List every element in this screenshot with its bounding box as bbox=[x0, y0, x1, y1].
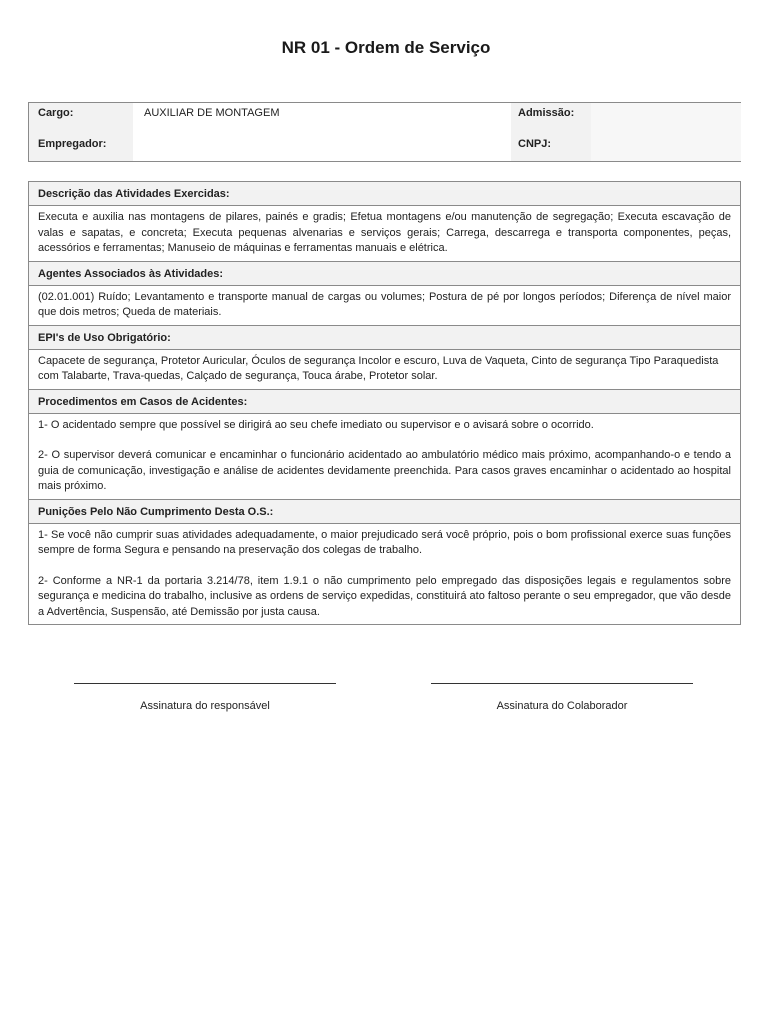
admission-value-shade bbox=[591, 103, 741, 161]
procedimentos-paragraph-2: 2- O supervisor deverá comunicar e encaminhar o funcionário acidentado ao ambulatório médico mais próximo, acompanhando-o e tendo a guia de comunicação, investigação e análise de acidentes devidamente preenchida. Para casos graves encaminhar o acidentado ao hospital mais próximo. bbox=[38, 449, 731, 492]
atividades-paragraph: Executa e auxilia nas montagens de pilares, painés e gradis; Efetua montagens e/ou manutenção de segregação; Executa escavação de valas e sapatas, e concreta; Executa pequenas alvenarias e serviços gerais; Carrega, descarrega e transporta componentes, peças, acessórios e ferramentas; Manuseio de máquinas e ferramentas manuais e elétrica. bbox=[38, 211, 731, 254]
admissao-label: Admissão: bbox=[518, 107, 575, 119]
signature-line-colaborador bbox=[431, 683, 693, 684]
agentes-paragraph: (02.01.001) Ruído; Levantamento e transporte manual de cargas ou volumes; Postura de pé por longos períodos; Diferença de nível maior que dois metros; Queda de materiais. bbox=[38, 290, 731, 318]
punicoes-paragraph-2: 2- Conforme a NR-1 da portaria 3.214/78, item 1.9.1 o não cumprimento pelo empregado das disposições legais e regulamentos sobre segurança e medicina do trabalho, inclusive as ordens de serviço expedidas, constituirá ato faltoso perante o seu empregador, que vão desde a Advertência, Suspensão, até Demissão por justa causa. bbox=[38, 574, 731, 618]
section-heading-agentes: Agentes Associados às Atividades: bbox=[29, 262, 740, 286]
cargo-label: Cargo: bbox=[38, 107, 74, 119]
signature-line-responsavel bbox=[74, 683, 336, 684]
section-heading-procedimentos: Procedimentos em Casos de Acidentes: bbox=[29, 390, 740, 414]
signature-label-responsavel: Assinatura do responsável bbox=[140, 700, 270, 712]
section-body-epis bbox=[29, 350, 740, 390]
section-heading-atividades: Descrição das Atividades Exercidas: bbox=[29, 182, 740, 206]
section-heading-punicoes: Punições Pelo Não Cumprimento Desta O.S.: bbox=[29, 500, 740, 524]
section-body-agentes bbox=[29, 286, 740, 326]
section-body-punicoes bbox=[29, 524, 740, 625]
cnpj-label: CNPJ: bbox=[518, 138, 552, 150]
punicoes-paragraph-1: 1- Se você não cumprir suas atividades adequadamente, o maior prejudicado será você próprio, pois o bom profissional exerce suas funções sempre de forma Segura e pensando na preservação dos colegas de trabalho. bbox=[38, 528, 731, 556]
employee-header-box bbox=[28, 102, 741, 162]
document-title: NR 01 - Ordem de Serviço bbox=[281, 38, 491, 57]
cargo-value: AUXILIAR DE MONTAGEM bbox=[144, 107, 280, 119]
section-body-procedimentos bbox=[29, 414, 740, 500]
empregador-label: Empregador: bbox=[38, 138, 107, 150]
signature-label-colaborador: Assinatura do Colaborador bbox=[496, 700, 628, 712]
sections-table bbox=[28, 181, 741, 625]
procedimentos-paragraph-1: 1- O acidentado sempre que possível se dirigirá ao seu chefe imediato ou supervisor e o avisará sobre o ocorrido. bbox=[38, 418, 594, 431]
epis-paragraph: Capacete de segurança, Protetor Auricular, Óculos de segurança Incolor e escuro, Luva de Vaqueta, Cinto de segurança Tipo Paraquedista com Talabarte, Trava-quedas, Calçado de segurança, Touca árabe, Protetor solar. bbox=[38, 354, 719, 382]
section-body-atividades bbox=[29, 206, 740, 262]
section-heading-epis: EPI's de Uso Obrigatório: bbox=[29, 326, 740, 350]
